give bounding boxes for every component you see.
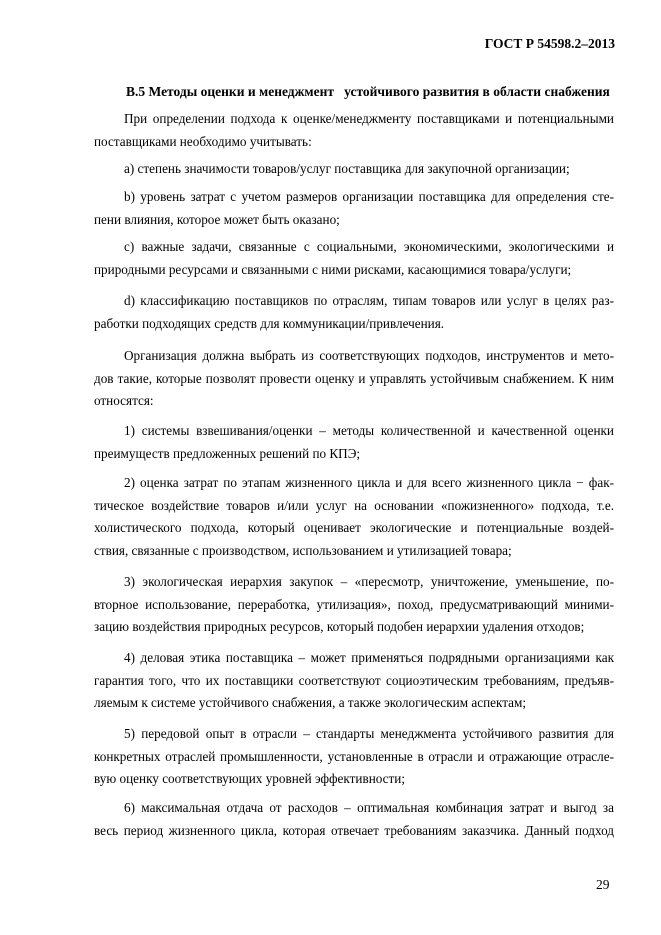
page-number: 29 (596, 877, 610, 892)
paragraph-line: ляемым к системе устойчивого снабжения, а также экологическим аспектам; (94, 695, 527, 710)
paragraph-line: вую оценку соответствующих уровней эффективности; (94, 771, 406, 786)
paragraph-line: конкретных отраслей промышленности, установленные в отрасли и отражающие отрасле- (94, 748, 614, 764)
paragraph-line: При определении подхода к оценке/менеджменту поставщиками и потенциальными (124, 111, 614, 126)
paragraph-line: поставщиками необходимо учитывать: (94, 133, 312, 149)
paragraph-line: d) классификацию поставщиков по отраслям, типам товаров или услуг в целях раз- (124, 293, 614, 308)
standard-code: ГОСТ Р 54598.2–2013 (484, 36, 615, 51)
paragraph-line: 4) деловая этика поставщика – может применяться подрядными организациями как (124, 650, 614, 665)
paragraph-line: пени влияния, которое может быть оказано; (94, 211, 340, 227)
paragraph (94, 647, 614, 715)
paragraph-line: 1) системы взвешивания/оценки – методы количественной и качественной оценки (124, 423, 614, 438)
paragraph-line: 2) оценка затрат по этапам жизненного цикла и для всего жизненного цикла − фак- (124, 475, 614, 490)
paragraph-line: относятся: (94, 393, 154, 408)
paragraph (94, 797, 614, 842)
paragraph (94, 290, 614, 335)
paragraph-line: 5) передовой опыт в отрасли – стандарты менеджмента устойчивого развития для (124, 726, 614, 741)
paragraph-line: дов такие, которые позволят провести оценку и управлять устойчивым снабжением. К ним (94, 370, 614, 386)
paragraph-line: Организация должна выбрать из соответствующих подходов, инструментов и мето- (124, 348, 614, 363)
paragraph (94, 108, 614, 153)
paragraph-line: природными ресурсами и связанными с ними рисками, касающимися товара/услуги; (94, 261, 572, 277)
paragraph-line: с) важные задачи, связанные с социальными, экономическими, экологическими и (124, 239, 614, 254)
paragraph (94, 158, 614, 181)
paragraph-line: зацию воздействия природных ресурсов, который подобен иерархии удаления отходов; (94, 619, 585, 634)
paragraph-line: преимуществ предложенных решений по КПЭ; (94, 445, 361, 461)
paragraph (94, 345, 614, 413)
paragraph (94, 236, 614, 281)
paragraph (94, 420, 614, 465)
paragraph-line: вторное использование, переработка, утилизация», поход, предусматривающий миними- (94, 596, 614, 612)
paragraph-line: тическое воздействие товаров и/или услуг на основании «пожизненного» подхода, т.е. (94, 497, 614, 513)
paragraph-line: работки подходящих средств для коммуникации/привлечения. (94, 315, 445, 331)
paragraph (94, 186, 614, 231)
paragraph (94, 723, 614, 791)
paragraph-line: весь период жизненного цикла, которая отвечает требованиям заказчика. Данный подход (94, 822, 614, 838)
section-heading: В.5 Методы оценки и менеджмент устойчивого развития в области снабжения (126, 84, 610, 99)
paragraph (94, 472, 614, 562)
paragraph-line: гарантия того, что их поставщики соответствуют социоэтическим требованиям, предъяв- (94, 672, 614, 688)
paragraph-line: а) степень значимости товаров/услуг поставщика для закупочной организации; (124, 161, 570, 176)
paragraph-line: ствия, связанные с производством, использованием и утилизацией товара; (94, 542, 512, 558)
paragraph-line: холистического подхода, который оценивает экологические и потенциальные воздей- (94, 520, 614, 535)
paragraph (94, 571, 614, 639)
paragraph-line: b) уровень затрат с учетом размеров организации поставщика для определения сте- (124, 189, 614, 204)
paragraph-line: 3) экологическая иерархия закупок – «пересмотр, уничтожение, уменьшение, по- (124, 574, 614, 589)
paragraph-line: 6) максимальная отдача от расходов – оптимальная комбинация затрат и выгод за (124, 800, 614, 815)
